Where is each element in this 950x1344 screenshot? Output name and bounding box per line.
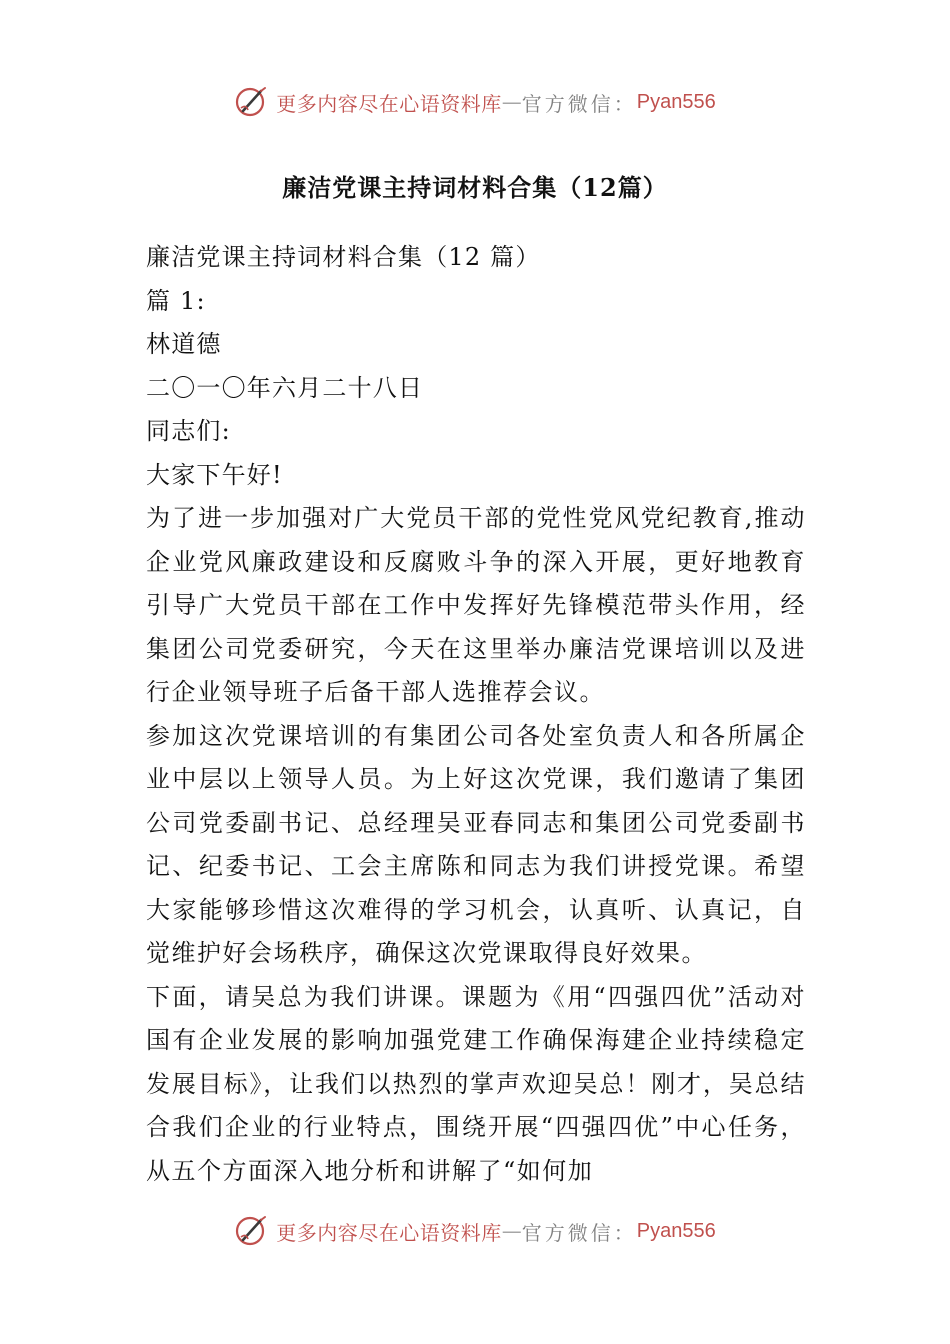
banner-dash: — (501, 1219, 522, 1243)
banner-official-label: 官方微信： (521, 91, 637, 116)
document-body (146, 236, 806, 1193)
banner-wechat-id: Pyan556 (636, 90, 716, 113)
paragraph-lecture: 下面，请吴总为我们讲课。课题为《用“四强四优”活动对国有企业发展的影响加强党建工作确保海建企业持续稳定发展目标》，让我们以热烈的掌声欢迎吴总！刚才，吴总结合我们企业的行业特点，围绕开展“四强四优”中心任务，从五个方面深入地分析和讲解了“如何加 (146, 982, 806, 1185)
paragraph-intro: 为了进一步加强对广大党员干部的党性党风党纪教育,推动企业党风廉政建设和反腐败斗争的深入开展，更好地教育引导广大党员干部在工作中发挥好先锋模范带头作用，经集团公司党委研究，今天在这里举办廉洁党课培训以及进行企业领导班子后备干部人选推荐会议。 (146, 504, 806, 706)
document-title: 廉洁党课主持词材料合集（12篇） (282, 173, 668, 202)
footer-banner (0, 1211, 950, 1251)
greeting: 大家下午好! (146, 460, 283, 489)
chapter-label: 篇 1: (146, 286, 206, 315)
banner-brand-text: 更多内容尽在心语资料库 (276, 91, 502, 116)
banner-dash: — (501, 90, 522, 114)
salutation: 同志们: (146, 417, 231, 445)
header-banner (0, 82, 950, 122)
pen-circle-logo-icon (234, 84, 270, 120)
pen-circle-logo-icon (234, 1213, 270, 1249)
paragraph-attendees: 参加这次党课培训的有集团公司各处室负责人和各所属企业中层以上领导人员。为上好这次党课，我们邀请了集团公司党委副书记、总经理吴亚春同志和集团公司党委副书记、纪委书记、工会主席陈和同志为我们讲授党课。希望大家能够珍惜这次难得的学习机会，认真听、认真记，自觉维护好会场秩序，确保这次党课取得良好效果。 (146, 721, 806, 967)
date-line: 二〇一〇年六月二十八日 (146, 373, 424, 402)
banner-official-label: 官方微信： (521, 1220, 637, 1245)
subtitle-line: 廉洁党课主持词材料合集（12 篇） (146, 243, 541, 271)
banner-brand-text: 更多内容尽在心语资料库 (276, 1220, 502, 1245)
author-name: 林道德 (146, 330, 222, 358)
banner-wechat-id: Pyan556 (636, 1219, 716, 1242)
